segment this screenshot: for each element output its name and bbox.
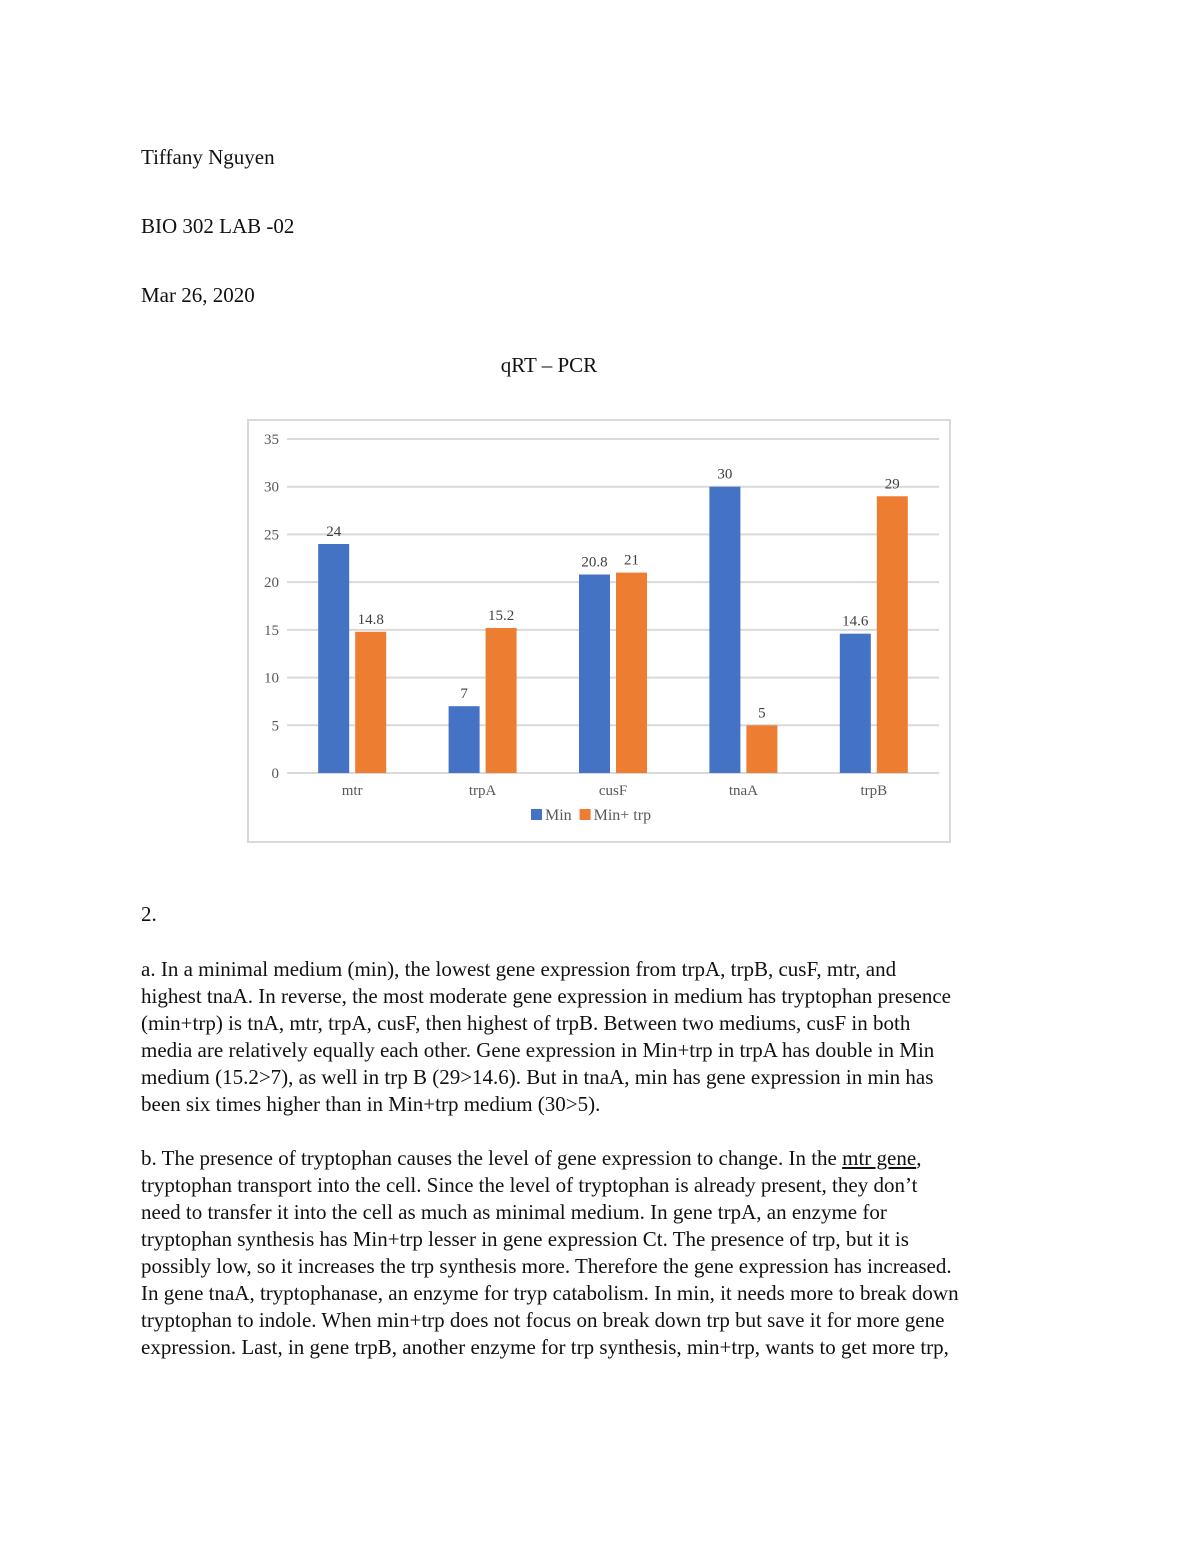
data-label: 29: [884, 476, 900, 493]
x-category-label: trpB: [860, 783, 888, 799]
answer-b-line: possibly low, so it increases the trp synthesis more. Therefore the gene expression has increased.: [141, 1254, 952, 1278]
bar-min: [709, 487, 740, 773]
y-tick-label: 20: [264, 575, 279, 592]
data-label: 7: [460, 686, 468, 703]
answer-a-line: been six times higher than in Min+trp medium (30>5).: [141, 1092, 601, 1116]
data-label: 24: [326, 523, 342, 540]
x-category-label: tnaA: [728, 783, 758, 799]
x-category-label: cusF: [598, 783, 628, 799]
bar-min-trp: [616, 573, 647, 773]
legend-swatch: [531, 809, 542, 820]
answer-a-line: highest tnaA. In reverse, the most moderate gene expression in medium has tryptophan presence: [141, 984, 952, 1008]
answer-b-line1-before: b. The presence of tryptophan causes the level of gene expression to change. In the: [141, 1146, 843, 1170]
mtr-gene-link: mtr gene: [842, 1146, 917, 1170]
course-label: BIO 302 LAB -02: [141, 214, 295, 238]
bar-min: [579, 575, 610, 773]
section-title: [0, 353, 1200, 378]
bar-min: [449, 706, 480, 773]
answer-b-line1-after: ,: [916, 1146, 922, 1170]
answer-b-line: tryptophan to indole. When min+trp does not focus on break down trp but save it for more gene: [141, 1308, 945, 1332]
x-category-label: trpA: [468, 783, 497, 799]
data-label: 30: [717, 466, 733, 483]
y-tick-label: 35: [264, 432, 279, 448]
bar-min: [318, 544, 349, 773]
data-label: 15.2: [487, 607, 515, 624]
answer-a-line: a. In a minimal medium (min), the lowest gene expression from trpA, trpB, cusF, mtr, and: [141, 957, 897, 981]
bar-min-trp: [877, 496, 908, 773]
answer-b-line: [141, 1145, 1071, 1172]
answer-a-paragraph: [141, 956, 1071, 1118]
answer-a-line: medium (15.2>7), as well in trp B (29>14.6). But in tnaA, min has gene expression in min has: [141, 1065, 934, 1089]
answer-b-line: need to transfer it into the cell as much as minimal medium. In gene trpA, an enzyme for: [141, 1200, 887, 1224]
data-label: 14.6: [842, 613, 869, 630]
bar-chart-svg: [249, 421, 949, 841]
y-tick-label: 10: [264, 670, 279, 687]
section-title-text: qRT – PCR: [500, 353, 598, 377]
y-tick-label: 25: [264, 527, 279, 544]
answer-b-line: tryptophan synthesis has Min+trp lesser in gene expression Ct. The presence of trp, but it is: [141, 1227, 909, 1251]
y-tick-label: 5: [271, 718, 279, 735]
answer-b-line: In gene tnaA, tryptophanase, an enzyme for tryp catabolism. In min, it needs more to break down: [141, 1281, 959, 1305]
data-label: 20.8: [581, 554, 608, 571]
answer-a-line: (min+trp) is tnA, mtr, trpA, cusF, then highest of trpB. Between two mediums, cusF in both: [141, 1011, 911, 1035]
bar-chart: [247, 419, 951, 843]
answer-a-line: media are relatively equally each other. Gene expression in Min+trp in trpA has double in Min: [141, 1038, 935, 1062]
x-category-label: mtr: [341, 783, 363, 799]
bar-min-trp: [486, 628, 517, 773]
answer-b-paragraph: [141, 1145, 1071, 1361]
legend-label: Min: [545, 807, 572, 824]
y-tick-label: 0: [271, 766, 279, 782]
data-label: 21: [624, 552, 639, 569]
date-label: Mar 26, 2020: [141, 283, 255, 307]
bar-min-trp: [746, 725, 777, 773]
data-label: 5: [758, 705, 766, 722]
y-tick-label: 15: [264, 622, 279, 639]
bar-min: [840, 634, 871, 773]
legend-label: Min+ trp: [593, 807, 652, 824]
answer-b-line: tryptophan transport into the cell. Since the level of tryptophan is already present, they don’t: [141, 1173, 918, 1197]
student-name: Tiffany Nguyen: [141, 145, 275, 169]
legend-swatch: [580, 809, 591, 820]
data-label: 14.8: [357, 611, 384, 628]
bar-min-trp: [355, 632, 386, 773]
answer-b-line: expression. Last, in gene trpB, another enzyme for trp synthesis, min+trp, wants to get more trp,: [141, 1335, 949, 1359]
question-number: 2.: [141, 902, 157, 926]
y-tick-label: 30: [264, 479, 279, 496]
